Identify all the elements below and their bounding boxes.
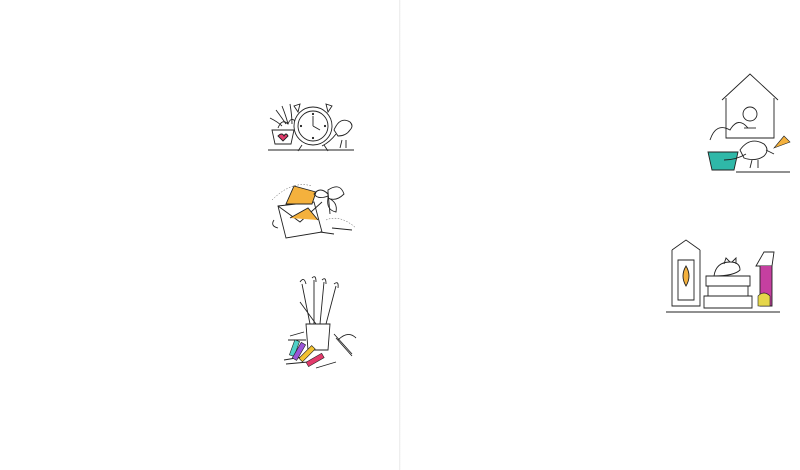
envelope-butterfly-icon xyxy=(272,180,360,244)
top-pencil-fan xyxy=(240,0,540,75)
right-text-column xyxy=(438,82,650,95)
bottom-pencil-fan xyxy=(420,330,800,470)
left-text-column xyxy=(38,82,248,95)
birdhouse-bird-icon xyxy=(700,70,790,180)
clock-plant-bird-icon xyxy=(268,90,356,162)
art-supplies-icon xyxy=(276,276,366,376)
lantern-cat-icon xyxy=(666,236,780,326)
